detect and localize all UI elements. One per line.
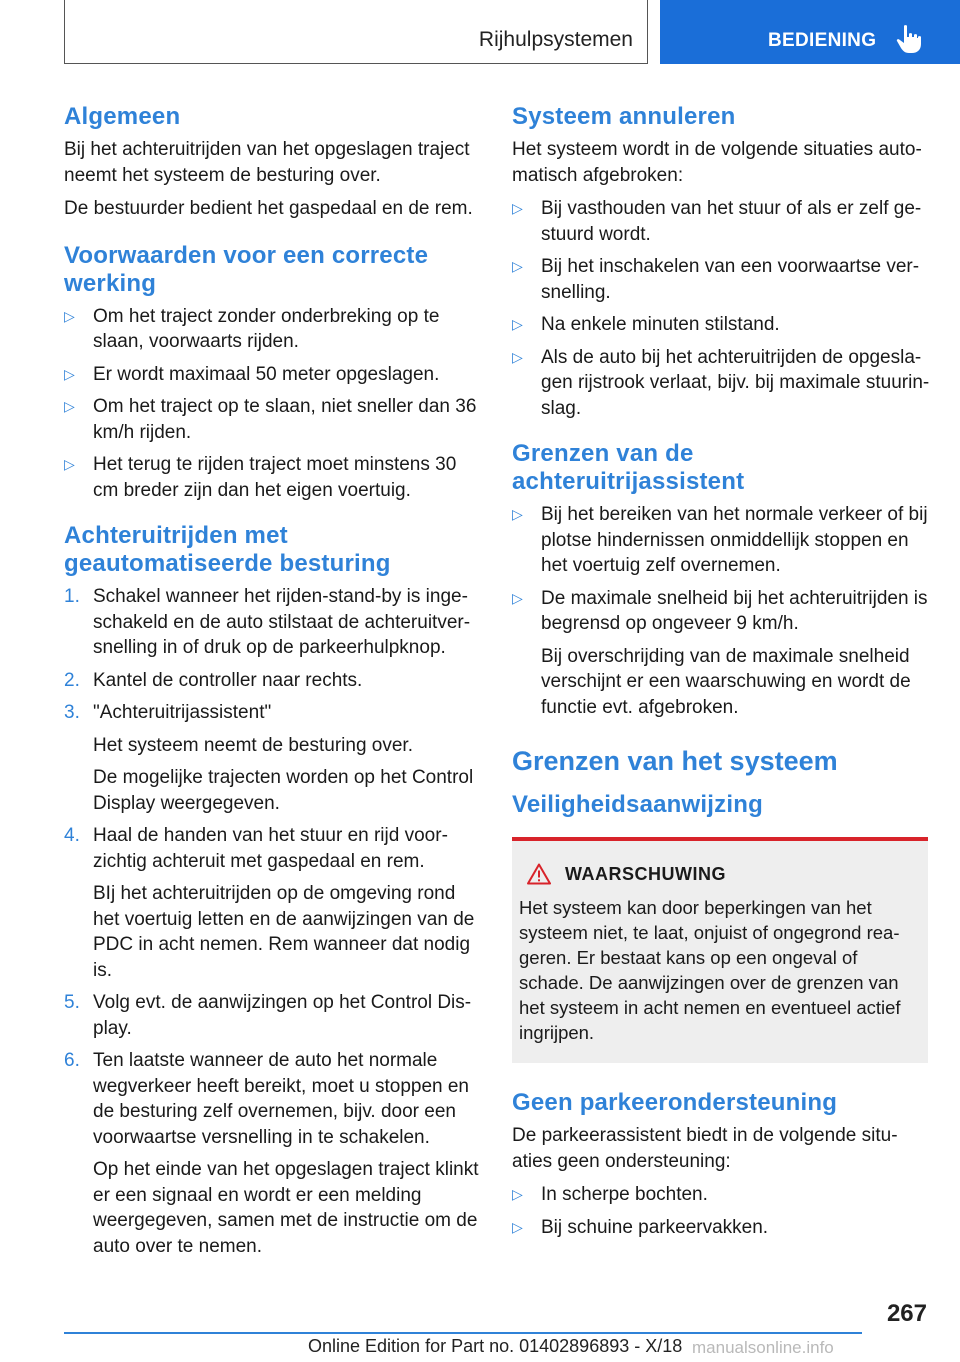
voorwaarden-list bbox=[64, 304, 482, 504]
triangle-bullet-icon: ▷ bbox=[512, 589, 523, 606]
triangle-bullet-icon: ▷ bbox=[512, 1186, 523, 1202]
grenzen-list bbox=[512, 502, 930, 720]
list-item: ▷ Het terug te rijden traject moet minstens 30 cm breder zijn dan het eigen voertuig. bbox=[64, 454, 457, 501]
step-item: 3. "Achteruitrijassistent" Het systeem neemt de besturing over. De mogelijke trajecten worden op het Control Display weergegeven. bbox=[64, 700, 482, 816]
triangle-bullet-icon: ▷ bbox=[512, 258, 523, 274]
list-item: ▷ Na enkele minuten stilstand. bbox=[512, 312, 930, 338]
list-item: ▷ Er wordt maximaal 50 meter opgeslagen. bbox=[64, 362, 482, 388]
step-item: 5. Volg evt. de aanwijzingen op het Control Display. bbox=[64, 992, 472, 1039]
list-item: ▷ Als de auto bij het achteruitrijden de opgeslagen rijstrook verlaat, bijv. bij maximale stuurinslag. bbox=[512, 346, 930, 419]
paragraph: Het systeem wordt in de volgende situaties automatisch afgebroken: bbox=[512, 139, 922, 186]
step-note: De mogelijke trajecten worden op het Control Display weergegeven. bbox=[93, 767, 474, 814]
list-item: ▷ Om het traject zonder onderbreking op te slaan, voorwaarts rijden. bbox=[64, 305, 440, 352]
warning-title: WAARSCHUWING bbox=[523, 863, 920, 885]
triangle-bullet-icon: ▷ bbox=[64, 456, 75, 472]
header-section-box bbox=[64, 0, 648, 64]
step-note: BIj het achteruitrijden op de omgeving rond het voertuig letten en de aanwijzingen van de PDC in acht nemen. Rem wanneer dat nodig is. bbox=[93, 883, 475, 981]
step-note: Het systeem neemt de besturing over. bbox=[93, 734, 413, 756]
page-number: 267 bbox=[886, 1300, 927, 1327]
pointing-hand-icon bbox=[896, 24, 922, 54]
heading-grenzen-systeem: Grenzen van het systeem bbox=[512, 746, 838, 776]
footer-edition: Online Edition for Part no. 01402896893 - X/18 bbox=[308, 1336, 683, 1356]
step-note: Op het einde van het opgeslagen traject klinkt er een signaal en wordt er een melding weergegeven, samen met de instructie om de auto over te nemen. bbox=[93, 1159, 479, 1257]
triangle-bullet-icon: ▷ bbox=[64, 398, 75, 414]
triangle-bullet-icon: ▷ bbox=[64, 307, 75, 324]
header-section-title: Rijhulpsystemen bbox=[478, 28, 633, 51]
triangle-bullet-icon: ▷ bbox=[64, 365, 75, 382]
heading-geen-parkeerondersteuning: Geen parkeerondersteuning bbox=[512, 1089, 838, 1116]
paragraph: De bestuurder bedient het gaspedaal en de rem. bbox=[64, 198, 473, 219]
heading-algemeen: Algemeen bbox=[64, 103, 181, 130]
heading-grenzen-assistent: Grenzen van de achteruitrijassistent bbox=[512, 440, 745, 495]
heading-veiligheidsaanwijzing: Veiligheidsaanwijzing bbox=[512, 791, 763, 818]
warning-triangle-icon bbox=[527, 863, 551, 885]
list-item: ▷ In scherpe bochten. bbox=[512, 1182, 930, 1208]
triangle-bullet-icon: ▷ bbox=[512, 1218, 523, 1235]
list-item: ▷ Bij het inschakelen van een voorwaartse versnelling. bbox=[512, 256, 920, 303]
header-tab-label: BEDIENING bbox=[768, 30, 877, 51]
steps-list bbox=[64, 584, 482, 1259]
annuleren-list bbox=[512, 196, 930, 421]
paragraph: De parkeerassistent biedt in de volgende situaties geen ondersteuning: bbox=[512, 1125, 898, 1172]
left-column bbox=[64, 103, 482, 1266]
triangle-bullet-icon: ▷ bbox=[512, 506, 523, 522]
footer-watermark: manualsonline.info bbox=[692, 1338, 834, 1357]
list-item: ▷ Bij vasthouden van het stuur of als er zelf gestuurd wordt. bbox=[512, 198, 922, 245]
list-item: ▷ Bij schuine parkeervakken. bbox=[512, 1215, 930, 1241]
heading-systeem-annuleren: Systeem annuleren bbox=[512, 103, 736, 130]
triangle-bullet-icon: ▷ bbox=[512, 348, 523, 365]
triangle-bullet-icon: ▷ bbox=[512, 316, 523, 332]
step-item: 6. Ten laatste wanneer de auto het normale wegverkeer heeft bereikt, moet u stoppen en de besturing zelf overnemen, bijv. door een voorwaartse versnelling in te schakelen. Op het einde van het opgeslagen traject klinkt er een signaal en wordt er een melding weergegeven, samen met de instructie om de auto over te nemen. bbox=[64, 1048, 482, 1259]
list-item: ▷ Om het traject op te slaan, niet sneller dan 36 km/h rijden. bbox=[64, 396, 477, 443]
step-item: 4. Haal de handen van het stuur en rijd voorzichtig achteruit met gaspedaal en rem. BIj het achteruitrijden op de omgeving rond het voertuig letten en de aanwijzingen van de PDC in acht nemen. Rem wanneer dat nodig is. bbox=[64, 823, 482, 983]
list-item: ▷ Bij het bereiken van het normale verkeer of bij plotse hindernissen onmiddellijk stoppen en het voertuig zelf overnemen. bbox=[512, 504, 928, 576]
step-item: 2. Kantel de controller naar rechts. bbox=[64, 669, 363, 691]
paragraph: Bij het achteruitrijden van het opgeslagen traject neemt het systeem de besturing over. bbox=[64, 139, 470, 186]
heading-achteruitrijden: Achteruitrijden met geautomatiseerde besturing bbox=[64, 522, 391, 577]
warning-text: Het systeem kan door beperkingen van het systeem niet, te laat, onjuist of ongegrond reageren. Er bestaat kans op een ongeval of schade. De aanwijzingen over de grenzen van het systeem in acht nemen en eventueel actief ingrijpen. bbox=[519, 897, 901, 1043]
item-note: Bij overschrijding van de maximale snelheid verschijnt er een waarschuwing en wordt de functie evt. afgebroken. bbox=[541, 645, 911, 718]
list-item: ▷ De maximale snelheid bij het achteruitrijden is begrensd op ongeveer 9 km/h. Bij overschrijding van de maximale snelheid verschijnt er een waarschuwing en wordt de functie evt. afgebroken. bbox=[512, 586, 930, 721]
geen-list bbox=[512, 1182, 930, 1240]
triangle-bullet-icon: ▷ bbox=[512, 200, 523, 216]
warning-box bbox=[512, 837, 928, 1063]
header-tab[interactable] bbox=[660, 0, 960, 64]
footer-divider bbox=[64, 1332, 862, 1334]
right-column bbox=[512, 103, 930, 1247]
step-item: 1. Schakel wanneer het rijden-stand-by is ingeschakeld en de auto stilstaat de achteruitversnelling in of druk op de parkeerhulpknop. bbox=[64, 586, 471, 658]
heading-voorwaarden: Voorwaarden voor een correcte werking bbox=[64, 241, 429, 297]
